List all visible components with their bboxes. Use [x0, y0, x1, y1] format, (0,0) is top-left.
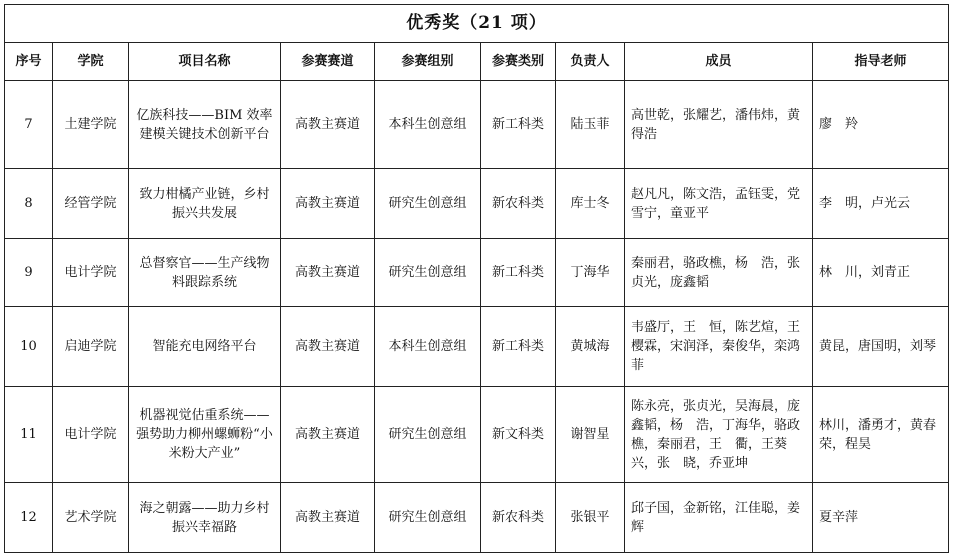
cell-advisor: 林川，潘勇才，黄春荣，程昊	[813, 387, 949, 483]
cell-advisor: 黄昆，唐国明，刘琴	[813, 307, 949, 387]
cell-no: 9	[5, 239, 53, 307]
header-cell-project: 项目名称	[129, 43, 281, 81]
cell-no: 12	[5, 483, 53, 553]
cell-members: 秦丽君，骆政樵，杨 浩，张贞光，庞鑫韬	[625, 239, 813, 307]
table-row	[5, 387, 949, 483]
cell-group: 研究生创意组	[375, 239, 481, 307]
cell-no: 8	[5, 169, 53, 239]
header-cell-college: 学院	[53, 43, 129, 81]
table-row	[5, 239, 949, 307]
cell-project: 海之朝露——助力乡村振兴幸福路	[129, 483, 281, 553]
header-cell-members: 成员	[625, 43, 813, 81]
header-cell-advisor: 指导老师	[813, 43, 949, 81]
cell-no: 7	[5, 81, 53, 169]
cell-project: 总督察官——生产线物料跟踪系统	[129, 239, 281, 307]
cell-group: 研究生创意组	[375, 483, 481, 553]
cell-category: 新工科类	[481, 81, 556, 169]
cell-college: 电计学院	[53, 239, 129, 307]
cell-college: 电计学院	[53, 387, 129, 483]
cell-no: 10	[5, 307, 53, 387]
cell-category: 新工科类	[481, 239, 556, 307]
cell-no: 11	[5, 387, 53, 483]
header-cell-category: 参赛类别	[481, 43, 556, 81]
table-row	[5, 169, 949, 239]
cell-members: 韦盛厅，王 恒，陈艺煊，王樱霖，宋润泽，秦俊华，栾鸿菲	[625, 307, 813, 387]
cell-track: 高教主赛道	[281, 387, 375, 483]
cell-category: 新文科类	[481, 387, 556, 483]
cell-advisor: 廖 羚	[813, 81, 949, 169]
award-table	[4, 4, 949, 553]
header-row	[5, 43, 949, 81]
cell-leader: 黄城海	[556, 307, 625, 387]
table-title: 优秀奖（21 项）	[5, 5, 949, 43]
cell-leader: 丁海华	[556, 239, 625, 307]
cell-members: 赵凡凡，陈文浩，孟钰雯，党雪宁，童亚平	[625, 169, 813, 239]
header-cell-no: 序号	[5, 43, 53, 81]
cell-category: 新工科类	[481, 307, 556, 387]
cell-leader: 张银平	[556, 483, 625, 553]
cell-project: 智能充电网络平台	[129, 307, 281, 387]
cell-project: 致力柑橘产业链，乡村振兴共发展	[129, 169, 281, 239]
cell-group: 研究生创意组	[375, 387, 481, 483]
cell-category: 新农科类	[481, 169, 556, 239]
cell-advisor: 夏辛萍	[813, 483, 949, 553]
cell-group: 本科生创意组	[375, 81, 481, 169]
header-cell-track: 参赛赛道	[281, 43, 375, 81]
cell-college: 土建学院	[53, 81, 129, 169]
cell-track: 高教主赛道	[281, 169, 375, 239]
cell-leader: 陆玉菲	[556, 81, 625, 169]
cell-college: 启迪学院	[53, 307, 129, 387]
cell-group: 研究生创意组	[375, 169, 481, 239]
cell-college: 经管学院	[53, 169, 129, 239]
header-cell-leader: 负责人	[556, 43, 625, 81]
cell-leader: 库士冬	[556, 169, 625, 239]
cell-group: 本科生创意组	[375, 307, 481, 387]
table-row	[5, 307, 949, 387]
cell-advisor: 林 川，刘青正	[813, 239, 949, 307]
table-row	[5, 81, 949, 169]
cell-members: 高世乾，张耀艺，潘伟炜，黄得浩	[625, 81, 813, 169]
cell-advisor: 李 明，卢光云	[813, 169, 949, 239]
cell-track: 高教主赛道	[281, 307, 375, 387]
cell-project: 亿族科技——BIM 效率建模关键技术创新平台	[129, 81, 281, 169]
cell-category: 新农科类	[481, 483, 556, 553]
cell-members: 陈永亮，张贞光，吴海晨，庞鑫韬，杨 浩，丁海华，骆政樵，秦丽君，王 衢，王葵兴，张 晓，乔亚坤	[625, 387, 813, 483]
cell-project: 机器视觉估重系统——强势助力柳州螺蛳粉“小米粉大产业”	[129, 387, 281, 483]
cell-track: 高教主赛道	[281, 239, 375, 307]
cell-leader: 谢智星	[556, 387, 625, 483]
cell-college: 艺术学院	[53, 483, 129, 553]
cell-track: 高教主赛道	[281, 483, 375, 553]
header-cell-group: 参赛组别	[375, 43, 481, 81]
cell-track: 高教主赛道	[281, 81, 375, 169]
cell-members: 邱子国，金新铭，江佳聪，姜 辉	[625, 483, 813, 553]
table-row	[5, 483, 949, 553]
